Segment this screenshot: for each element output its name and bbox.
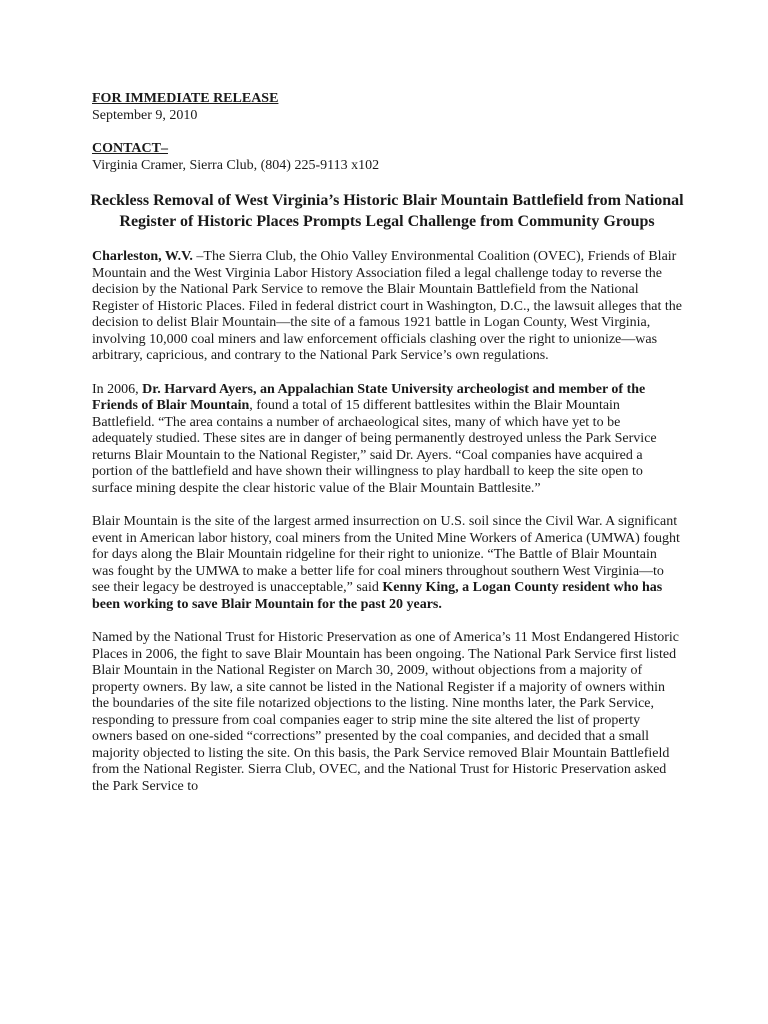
paragraph-4 — [92, 630, 682, 795]
release-label: FOR IMMEDIATE RELEASE — [92, 91, 279, 106]
contact-info: Virginia Cramer, Sierra Club, (804) 225-9113 x102 — [92, 157, 380, 173]
paragraph-1-text: –The Sierra Club, the Ohio Valley Environmental Coalition (OVEC), Friends of Blair Mountain and the West Virginia Labor History Association filed a legal challenge today to reverse the decision by the National Park Service to remove the Blair Mountain Battlefield from the National Register of Historic Places. Filed in federal district court in Washington, D.C., the lawsuit alleges that the decision to delist Blair Mountain—the site of a famous 1921 battle in Logan County, West Virginia, involving 10,000 coal miners and law enforcement officials clashing over the right to unionize—was arbitrary, capricious, and contrary to the National Park Service’s own regulations. — [92, 249, 682, 363]
paragraph-3-text: Blair Mountain is the site of the largest armed insurrection on U.S. soil since the Civil War. A significant event in American labor history, coal miners from the United Mine Workers of America (UMWA) fought for days along the Blair Mountain ridgeline for their right to unionize. “The Battle of Blair Mountain was fought by the UMWA to make a better life for coal miners throughout southern West Virginia—to see their legacy be destroyed is unacceptable,” said — [92, 514, 680, 595]
paragraph-3-bold: Kenny King, a Logan County resident who has been working to save Blair Mountain for the past 20 years. — [92, 580, 663, 612]
paragraph-4-text: Named by the National Trust for Historic Preservation as one of America’s 11 Most Endangered Historic Places in 2006, the fight to save Blair Mountain has been ongoing. The National Park Service first listed Blair Mountain in the National Register on March 30, 2009, without objections from a majority of property owners. By law, a site cannot be listed in the National Register if a majority of owners within the boundaries of the site file notarized objections to the listing. Nine months later, the Park Service, responding to pressure from coal companies eager to strip mine the site altered the list of property owners based on one-sided “corrections” presented by the coal companies, and decided that a small majority objected to listing the site. On this basis, the Park Service removed Blair Mountain Battlefield from the National Register. Sierra Club, OVEC, and the National Trust for Historic Preservation asked the Park Service to — [92, 630, 679, 794]
paragraph-2 — [92, 382, 682, 498]
paragraph-1 — [92, 249, 682, 365]
paragraph-2-text: , found a total of 15 different battlesites within the Blair Mountain Battlefield. “The area contains a number of archaeological sites, many of which have yet to be adequately studied. These sites are in danger of being permanently destroyed unless the Park Service returns Blair Mountain to the National Register,” said Dr. Ayers. “Coal companies have acquired a portion of the battlefield and have shown their willingness to play hardball to keep the site open to surface mining despite the clear historic value of the Blair Mountain Battlesite.” — [92, 398, 657, 496]
paragraph-2-bold: Dr. Harvard Ayers, an Appalachian State University archeologist and member of the Friends of Blair Mountain — [92, 381, 646, 413]
dateline: Charleston, W.V. — [92, 249, 193, 264]
contact-label: CONTACT– — [92, 141, 168, 156]
paragraph-3 — [92, 514, 682, 613]
release-date: September 9, 2010 — [92, 107, 198, 123]
document-body — [92, 91, 682, 795]
headline: Reckless Removal of West Virginia’s Historic Blair Mountain Battlefield from National Register of Historic Places Prompts Legal Challenge from Community Groups — [90, 192, 684, 230]
paragraph-2-lead: In 2006, — [92, 381, 143, 397]
